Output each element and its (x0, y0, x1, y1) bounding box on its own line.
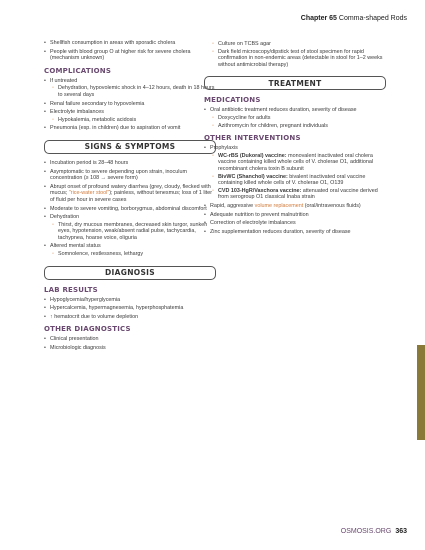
list-item: • If untreated ◦ Dehydration, hypovolemic shock in 4–12 hours, death in 18 hours to several days (44, 78, 216, 99)
page-header (301, 15, 407, 22)
list-item: • People with blood group O at higher risk for severe cholera (mechanism unknown) (44, 49, 216, 62)
sub-list-item: ◦ Doxycycline for adults (212, 115, 386, 122)
page-footer (341, 528, 407, 535)
interventions-list (204, 145, 386, 235)
site-name: OSMOSIS.ORG (340, 528, 392, 535)
diagnostics-continued-list (212, 41, 386, 68)
list-item: • Hypercalcemia, hypermagnesemia, hyperphosphatemia (44, 305, 216, 312)
intro-list (44, 40, 216, 62)
list-item: • Hypoglycemia/hyperglycemia (44, 297, 216, 304)
list-item: • Abrupt onset of profound watery diarrhea (grey, cloudy, flecked with mucus; "rice-water stool"); painless, without tenesmus; loss of 1 liter of fluid per hour in severe cases (44, 184, 216, 204)
lab-list (44, 297, 216, 321)
lab-results-heading: LAB RESULTS (44, 285, 98, 294)
treatment-banner: TREATMENT (204, 76, 386, 90)
other-interventions-heading: OTHER INTERVENTIONS (204, 134, 301, 143)
sub-list-item: ◦ Dark field microscopy/dipstick test of stool specimen for rapid confirmation in non-endemic areas (detectable in stool for 1–2 weeks without antimicrobial therapy) (212, 49, 386, 69)
sub-list-item: ◦ Hypokalemia, metabolic acidosis (52, 117, 216, 124)
right-column (204, 40, 386, 237)
signs-symptoms-banner: SIGNS & SYMPTOMS (44, 140, 216, 154)
complications-heading: COMPLICATIONS (44, 66, 112, 75)
signs-list (44, 160, 216, 258)
page-number: 363 (395, 528, 407, 535)
list-item: • Dehydration ◦ Thirst, dry mucous membranes, decreased skin turgor, sunken eyes, hypotension, weak/absent radial pulse, tachycardia, tachypnea, hoarse voice, oliguria (44, 214, 216, 241)
left-column (44, 40, 216, 354)
medications-heading: MEDICATIONS (204, 96, 261, 105)
list-item: • Prophylaxis ◦ WC-rBS (Dukoral) vaccine: monovalent inactivated oral cholera vaccine containing killed whole cells of V. cholerae O1, additional recombinant cholera toxin B subunit ◦ BivWC (Shanchol) vaccine: bivalent inactivated oral vaccine containing killed whole cells of V. cholerae O1, O139 ◦ CVD 103-HgR/Vaxchora vaccine: attenuated oral vaccine derived from serogroup O1 classical Inaba strain (204, 145, 386, 201)
list-item: • Zinc supplementation reduces duration, severity of disease (204, 229, 386, 236)
list-item: • Shellfish consumption in areas with sporadic cholera (44, 40, 216, 47)
chapter-number: Chapter 65 (300, 15, 337, 22)
list-item: • Oral antibiotic treatment reduces duration, severity of disease ◦ Doxycycline for adults ◦ Azithromycin for children, pregnant individuals (204, 107, 386, 129)
sub-list-item: ◦ Azithromycin for children, pregnant individuals (212, 123, 386, 130)
other-diagnostics-heading: OTHER DIAGNOSTICS (44, 325, 131, 334)
volume-replacement-term: volume replacement (254, 202, 304, 209)
list-item: • Correction of electrolyte imbalances (204, 220, 386, 227)
list-item: • Electrolyte imbalances ◦ Hypokalemia, metabolic acidosis (44, 109, 216, 123)
list-item: • Pneumonia (esp. in children) due to aspiration of vomit (44, 125, 216, 132)
sub-list-item: ◦ Somnolence, restlessness, lethargy (52, 251, 216, 258)
diagnosis-banner: DIAGNOSIS (44, 266, 216, 280)
list-item: • Asymptomatic to severe depending upon strain, inoculum concentration (≥ 108 → severe form) (44, 169, 216, 182)
sub-list-item: ◦ BivWC (Shanchol) vaccine: bivalent inactivated oral vaccine containing killed whole cells of V. cholerae O1, O139 (212, 174, 386, 187)
complications-list (44, 78, 216, 132)
chapter-title: Comma-shaped Rods (338, 15, 407, 22)
sub-list-item: ◦ Culture on TCBS agar (212, 41, 386, 48)
list-item: • Renal failure secondary to hypovolemia (44, 101, 216, 108)
sub-list-item: ◦ Dehydration, hypovolemic shock in 4–12 hours, death in 18 hours to several days (52, 85, 216, 98)
medications-list (204, 107, 386, 129)
sub-list-item: ◦ WC-rBS (Dukoral) vaccine: monovalent inactivated oral cholera vaccine containing killed whole cells of V. cholerae O1, additional recombinant cholera toxin B subunit (212, 153, 386, 173)
list-item: • Moderate to severe vomiting, borborygmus, abdominal discomfort (44, 206, 216, 213)
list-item: • Rapid, aggressive volume replacement (oral/intravenous fluids) (204, 203, 386, 210)
chapter-edge-tab (417, 345, 425, 440)
list-item: • Clinical presentation (44, 336, 216, 343)
rice-water-term: "rice-water stool" (68, 190, 110, 197)
sub-list-item: ◦ CVD 103-HgR/Vaxchora vaccine: attenuated oral vaccine derived from serogroup O1 classical Inaba strain (212, 188, 386, 201)
list-item: • Altered mental status ◦ Somnolence, restlessness, lethargy (44, 243, 216, 257)
other-diagnostics-list (44, 336, 216, 351)
list-item: • ↑ hematocrit due to volume depletion (44, 314, 216, 321)
list-item: • Incubation period is 28–48 hours (44, 160, 216, 167)
list-item: • Adequate nutrition to prevent malnutrition (204, 212, 386, 219)
list-item: • Microbiologic diagnosis (44, 345, 216, 352)
sub-list-item: ◦ Thirst, dry mucous membranes, decreased skin turgor, sunken eyes, hypotension, weak/absent radial pulse, tachycardia, tachypnea, hoarse voice, oliguria (52, 222, 216, 242)
